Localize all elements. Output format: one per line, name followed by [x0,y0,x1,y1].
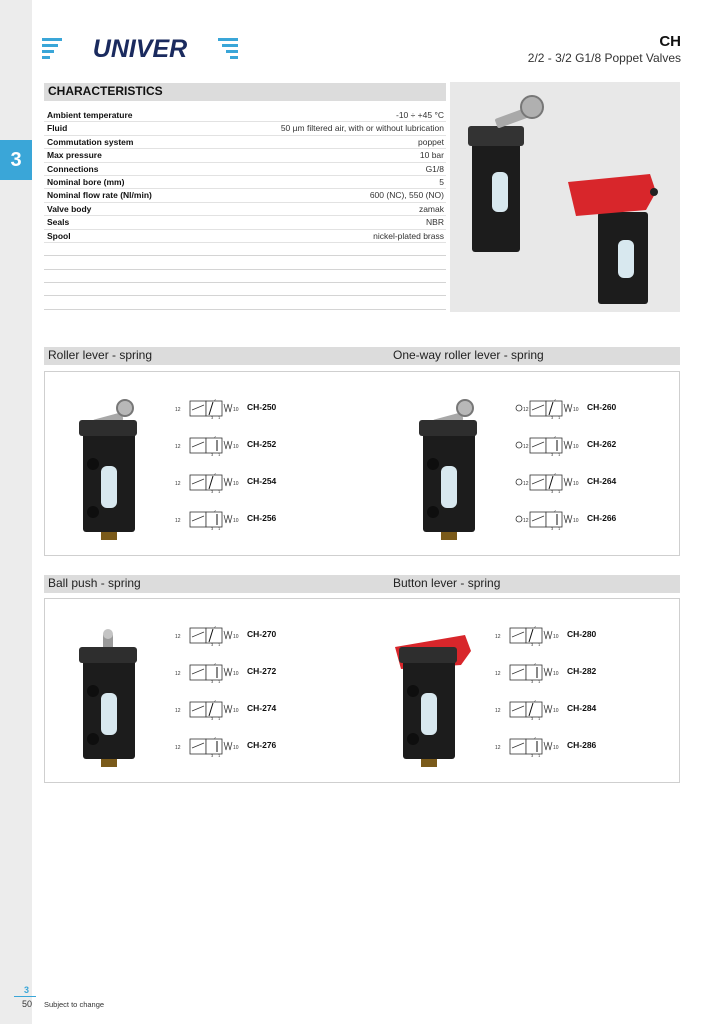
svg-text:12: 12 [495,745,501,751]
valve-model-entry [175,436,305,454]
svg-text:10: 10 [553,708,559,714]
svg-text:10: 10 [233,708,239,714]
product-photo [450,82,680,312]
characteristic-value: poppet [418,136,444,147]
svg-text:12: 12 [175,407,181,413]
svg-text:1: 1 [218,452,221,456]
svg-text:3: 3 [211,642,214,646]
svg-text:10: 10 [573,407,579,413]
svg-text:3: 3 [211,679,214,683]
svg-text:3: 3 [531,679,534,683]
model-code: CH-272 [247,666,277,676]
svg-text:3: 3 [551,452,554,456]
characteristic-value: zamak [418,203,444,214]
svg-text:10: 10 [233,634,239,640]
footer-divider [14,996,36,997]
univer-logo [42,33,238,63]
svg-text:2: 2 [214,626,217,629]
empty-row [44,283,446,296]
svg-text:3: 3 [551,526,554,530]
model-code: CH-286 [567,740,597,750]
svg-text:10: 10 [233,518,239,524]
model-code: CH-254 [247,476,277,486]
valve-model-entry [515,436,645,454]
characteristics-row [44,122,446,135]
svg-text:12: 12 [495,708,501,714]
svg-text:2: 2 [214,399,217,402]
svg-text:2: 2 [534,663,537,666]
svg-text:12: 12 [175,518,181,524]
product-subtitle: 2/2 - 3/2 G1/8 Poppet Valves [527,51,681,65]
empty-row [44,296,446,309]
valve-model-entry [515,399,645,417]
svg-text:2: 2 [214,700,217,703]
svg-text:2: 2 [214,510,217,513]
svg-text:1: 1 [218,679,221,683]
characteristic-label: Spool [47,230,71,241]
characteristics-table [44,109,446,310]
svg-text:2: 2 [214,436,217,439]
characteristic-value: 600 (NC), 550 (NO) [369,190,444,201]
svg-text:2: 2 [554,436,557,439]
model-code: CH-276 [247,740,277,750]
characteristic-label: Connections [47,163,99,174]
svg-text:12: 12 [523,407,529,413]
svg-text:12: 12 [495,671,501,677]
characteristic-value: G1/8 [425,163,444,174]
svg-text:3: 3 [211,716,214,720]
valve-model-entry [495,737,625,755]
svg-text:1: 1 [218,716,221,720]
svg-text:10: 10 [233,481,239,487]
characteristic-label: Commutation system [47,136,134,147]
valve-model-entry [175,700,305,718]
svg-text:3: 3 [211,452,214,456]
characteristic-label: Max pressure [47,150,102,161]
characteristics-row [44,163,446,176]
model-code: CH-282 [567,666,597,676]
characteristic-label: Valve body [47,203,92,214]
svg-text:10: 10 [233,671,239,677]
characteristic-value: nickel-plated brass [373,230,444,241]
svg-text:10: 10 [553,634,559,640]
svg-text:2: 2 [554,510,557,513]
svg-text:12: 12 [175,481,181,487]
model-code: CH-256 [247,513,277,523]
svg-text:1: 1 [218,415,221,419]
characteristics-row [44,230,446,243]
valve-model-entry [495,626,625,644]
valve-photo [75,621,165,776]
characteristic-label: Nominal bore (mm) [47,176,125,187]
svg-text:10: 10 [573,518,579,524]
characteristics-row [44,203,446,216]
svg-text:1: 1 [218,489,221,493]
svg-text:3: 3 [531,716,534,720]
svg-text:12: 12 [523,481,529,487]
logo-text: UNIVER [92,35,188,63]
svg-text:2: 2 [554,473,557,476]
panel-row2 [44,598,680,783]
valve-model-entry [515,510,645,528]
section-title-ball-push: Ball push - spring [48,576,141,590]
section-title-one-way-roller: One-way roller lever - spring [393,348,544,362]
svg-text:1: 1 [558,526,561,530]
svg-text:10: 10 [573,444,579,450]
svg-text:1: 1 [538,753,541,757]
valve-photo [75,394,165,549]
valve-model-entry [175,737,305,755]
characteristic-value: 5 [439,176,444,187]
valve-model-entry [515,473,645,491]
svg-text:2: 2 [534,737,537,740]
svg-text:10: 10 [233,407,239,413]
svg-text:1: 1 [558,489,561,493]
characteristics-row [44,136,446,149]
svg-text:2: 2 [534,626,537,629]
valve-model-entry [495,663,625,681]
valve-photo [395,621,485,776]
model-code: CH-250 [247,402,277,412]
svg-text:1: 1 [218,642,221,646]
page-number: 50 [22,999,33,1009]
footer-chapter: 3 [24,985,30,995]
svg-text:1: 1 [538,716,541,720]
model-code: CH-252 [247,439,277,449]
model-code: CH-264 [587,476,617,486]
svg-text:3: 3 [531,642,534,646]
svg-text:3: 3 [531,753,534,757]
chapter-tab: 3 [0,140,32,180]
svg-text:12: 12 [175,444,181,450]
svg-text:10: 10 [573,481,579,487]
svg-text:2: 2 [214,737,217,740]
valve-photo [415,394,505,549]
svg-text:3: 3 [211,415,214,419]
characteristics-row [44,216,446,229]
svg-text:3: 3 [551,415,554,419]
empty-row [44,256,446,269]
empty-row [44,270,446,283]
characteristics-row [44,189,446,202]
model-code: CH-284 [567,703,597,713]
characteristic-value: 10 bar [419,150,444,161]
svg-text:3: 3 [211,753,214,757]
model-code: CH-280 [567,629,597,639]
svg-text:1: 1 [538,642,541,646]
svg-text:2: 2 [214,473,217,476]
section-bar-row2 [44,575,680,593]
svg-text:2: 2 [534,700,537,703]
model-code: CH-260 [587,402,617,412]
section-title-roller-lever: Roller lever - spring [48,348,153,362]
characteristic-value: 50 µm filtered air, with or without lubrication [280,123,444,134]
characteristic-label: Seals [47,217,70,228]
section-bar-row1 [44,347,680,365]
svg-text:10: 10 [553,671,559,677]
svg-text:10: 10 [233,444,239,450]
svg-text:2: 2 [214,663,217,666]
valve-model-entry [495,700,625,718]
characteristic-label: Fluid [47,123,68,134]
svg-text:12: 12 [523,518,529,524]
svg-text:10: 10 [553,745,559,751]
footer-note: Subject to change [44,1000,105,1009]
svg-text:12: 12 [495,634,501,640]
svg-text:1: 1 [558,452,561,456]
characteristic-label: Nominal flow rate (Nl/min) [47,190,152,201]
valve-model-entry [175,626,305,644]
model-code: CH-274 [247,703,277,713]
svg-text:10: 10 [233,745,239,751]
product-code: CH [659,33,681,50]
valve-model-entry [175,510,305,528]
valve-model-entry [175,663,305,681]
svg-text:3: 3 [211,526,214,530]
svg-text:3: 3 [551,489,554,493]
svg-text:12: 12 [175,671,181,677]
valve-model-entry [175,399,305,417]
panel-row1 [44,371,680,556]
empty-row [44,243,446,256]
characteristic-value: NBR [426,217,444,228]
model-code: CH-270 [247,629,277,639]
svg-text:1: 1 [218,526,221,530]
svg-text:3: 3 [211,489,214,493]
svg-text:1: 1 [558,415,561,419]
svg-text:12: 12 [523,444,529,450]
section-title-button-lever: Button lever - spring [393,576,501,590]
svg-text:12: 12 [175,634,181,640]
model-code: CH-262 [587,439,617,449]
characteristics-row [44,176,446,189]
valve-model-entry [175,473,305,491]
characteristics-row [44,109,446,122]
characteristics-row [44,149,446,162]
characteristic-value: -10 ÷ +45 °C [396,110,444,120]
characteristics-title: CHARACTERISTICS [44,83,446,101]
svg-text:1: 1 [538,679,541,683]
svg-text:12: 12 [175,708,181,714]
svg-text:12: 12 [175,745,181,751]
svg-text:1: 1 [218,753,221,757]
characteristic-label: Ambient temperature [47,110,133,120]
model-code: CH-266 [587,513,617,523]
svg-text:2: 2 [554,399,557,402]
